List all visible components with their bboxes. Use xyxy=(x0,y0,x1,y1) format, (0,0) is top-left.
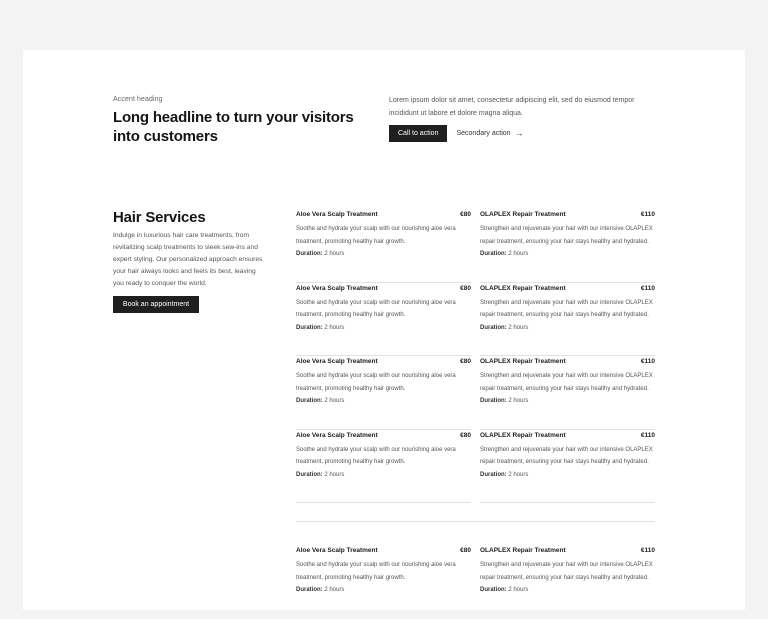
service-description: Soothe and hydrate your scalp with our nourishing aloe vera treatment, promoting healthy hair growth. xyxy=(296,226,456,245)
service-item xyxy=(480,545,655,619)
service-price: €110 xyxy=(640,211,655,218)
service-description: Strengthen and rejuvenate your hair with our intensive OLAPLEX repair treatment, ensuring your hair stays healthy and hydrated. xyxy=(480,299,653,319)
hero-description: Lorem ipsum dolor sit amet, consectetur adipiscing elit, sed do eiusmod tempor incididunt ut labore et dolore magna aliqua. xyxy=(389,97,635,117)
service-price: €80 xyxy=(460,358,471,365)
service-duration xyxy=(480,469,655,482)
service-price: €80 xyxy=(460,284,471,292)
service-duration xyxy=(296,322,471,335)
service-duration xyxy=(480,584,655,597)
service-name: OLAPLEX Repair Treatment xyxy=(480,358,566,365)
service-price: €110 xyxy=(640,284,655,292)
service-description: Soothe and hydrate your scalp with our nourishing aloe vera treatment, promoting healthy hair growth. xyxy=(296,446,456,466)
call-to-action-button[interactable]: Call to action xyxy=(389,125,447,142)
service-price: €110 xyxy=(640,358,655,365)
secondary-action-label: Secondary action xyxy=(456,130,511,137)
service-item xyxy=(296,430,471,504)
service-item xyxy=(296,209,471,283)
service-item-header xyxy=(296,285,471,292)
duration-value: 2 hours xyxy=(324,587,345,594)
service-item xyxy=(296,283,471,357)
service-name: Aloe Vera Scalp Treatment xyxy=(296,211,378,218)
services-description: Indulge in luxurious hair care treatments, from revitalizing scalp treatments to sleek sew-ins and expert styling. Our personalized approach ensures your hair always looks and feels its best, leaving you ready to conquer the world. xyxy=(113,232,263,287)
duration-value: 2 hours xyxy=(508,324,529,331)
duration-label: Duration: xyxy=(296,398,323,405)
hero-content xyxy=(389,95,659,142)
service-duration xyxy=(480,395,655,408)
duration-label: Duration: xyxy=(480,587,507,594)
service-item-header xyxy=(296,358,471,365)
duration-value: 2 hours xyxy=(508,471,529,478)
section-divider xyxy=(296,521,655,522)
duration-value: 2 hours xyxy=(324,398,345,405)
service-name: OLAPLEX Repair Treatment xyxy=(480,211,566,218)
service-duration xyxy=(480,322,655,335)
service-price: €80 xyxy=(460,211,471,218)
service-item xyxy=(480,209,655,283)
service-duration xyxy=(296,469,471,482)
page-card xyxy=(23,50,745,610)
services-grid-second xyxy=(296,545,656,619)
duration-value: 2 hours xyxy=(324,324,345,331)
hero-headline: Long headline to turn your visitors into customers xyxy=(113,109,354,145)
service-item xyxy=(296,545,471,619)
service-name: OLAPLEX Repair Treatment xyxy=(480,431,566,439)
duration-value: 2 hours xyxy=(508,251,529,258)
service-description: Strengthen and rejuvenate your hair with our intensive OLAPLEX repair treatment, ensuring your hair stays healthy and hydrated. xyxy=(480,226,653,245)
duration-label: Duration: xyxy=(480,251,507,258)
service-duration xyxy=(296,248,471,261)
accent-heading: Accent heading xyxy=(113,96,163,103)
duration-value: 2 hours xyxy=(508,587,529,594)
service-description: Soothe and hydrate your scalp with our nourishing aloe vera treatment, promoting healthy hair growth. xyxy=(296,299,456,319)
service-description: Strengthen and rejuvenate your hair with our intensive OLAPLEX repair treatment, ensuring your hair stays healthy and hydrated. xyxy=(480,373,653,392)
duration-label: Duration: xyxy=(480,398,507,405)
service-item xyxy=(480,356,655,430)
service-item-header xyxy=(296,211,471,218)
service-name: Aloe Vera Scalp Treatment xyxy=(296,431,378,439)
duration-label: Duration: xyxy=(296,471,323,478)
service-item-header xyxy=(296,547,471,554)
duration-label: Duration: xyxy=(480,471,507,478)
hero-actions xyxy=(389,125,659,142)
service-price: €80 xyxy=(460,547,471,554)
duration-label: Duration: xyxy=(296,324,323,331)
services-intro xyxy=(113,209,263,313)
service-description: Strengthen and rejuvenate your hair with our intensive OLAPLEX repair treatment, ensuring your hair stays healthy and hydrated. xyxy=(480,446,653,466)
duration-label: Duration: xyxy=(296,587,323,594)
service-item-header xyxy=(480,547,655,554)
service-item-header xyxy=(480,432,655,439)
service-name: OLAPLEX Repair Treatment xyxy=(480,284,566,292)
service-item xyxy=(480,283,655,357)
service-price: €110 xyxy=(640,431,655,439)
services-title: Hair Services xyxy=(113,209,206,226)
hero-heading-group xyxy=(113,96,383,146)
service-duration xyxy=(296,395,471,408)
service-duration xyxy=(480,248,655,261)
service-item xyxy=(480,430,655,504)
service-description: Soothe and hydrate your scalp with our nourishing aloe vera treatment, promoting healthy hair growth. xyxy=(296,562,456,581)
service-item-header xyxy=(480,211,655,218)
service-name: Aloe Vera Scalp Treatment xyxy=(296,358,378,365)
service-item-header xyxy=(480,285,655,292)
service-price: €80 xyxy=(460,431,471,439)
services-grid xyxy=(296,209,656,503)
service-item xyxy=(296,356,471,430)
service-item-header xyxy=(480,358,655,365)
service-description: Soothe and hydrate your scalp with our nourishing aloe vera treatment, promoting healthy hair growth. xyxy=(296,373,456,392)
duration-value: 2 hours xyxy=(508,398,529,405)
service-name: Aloe Vera Scalp Treatment xyxy=(296,284,378,292)
arrow-right-icon: → xyxy=(514,128,524,138)
service-price: €110 xyxy=(640,547,655,554)
book-appointment-button[interactable]: Book an appointment xyxy=(113,296,199,313)
secondary-action-button[interactable] xyxy=(456,129,523,138)
duration-value: 2 hours xyxy=(324,471,345,478)
service-name: OLAPLEX Repair Treatment xyxy=(480,547,566,554)
duration-label: Duration: xyxy=(296,251,323,258)
duration-value: 2 hours xyxy=(324,251,345,258)
service-description: Strengthen and rejuvenate your hair with our intensive OLAPLEX repair treatment, ensuring your hair stays healthy and hydrated. xyxy=(480,562,653,581)
duration-label: Duration: xyxy=(480,324,507,331)
service-duration xyxy=(296,584,471,597)
service-name: Aloe Vera Scalp Treatment xyxy=(296,547,378,554)
service-item-header xyxy=(296,432,471,439)
